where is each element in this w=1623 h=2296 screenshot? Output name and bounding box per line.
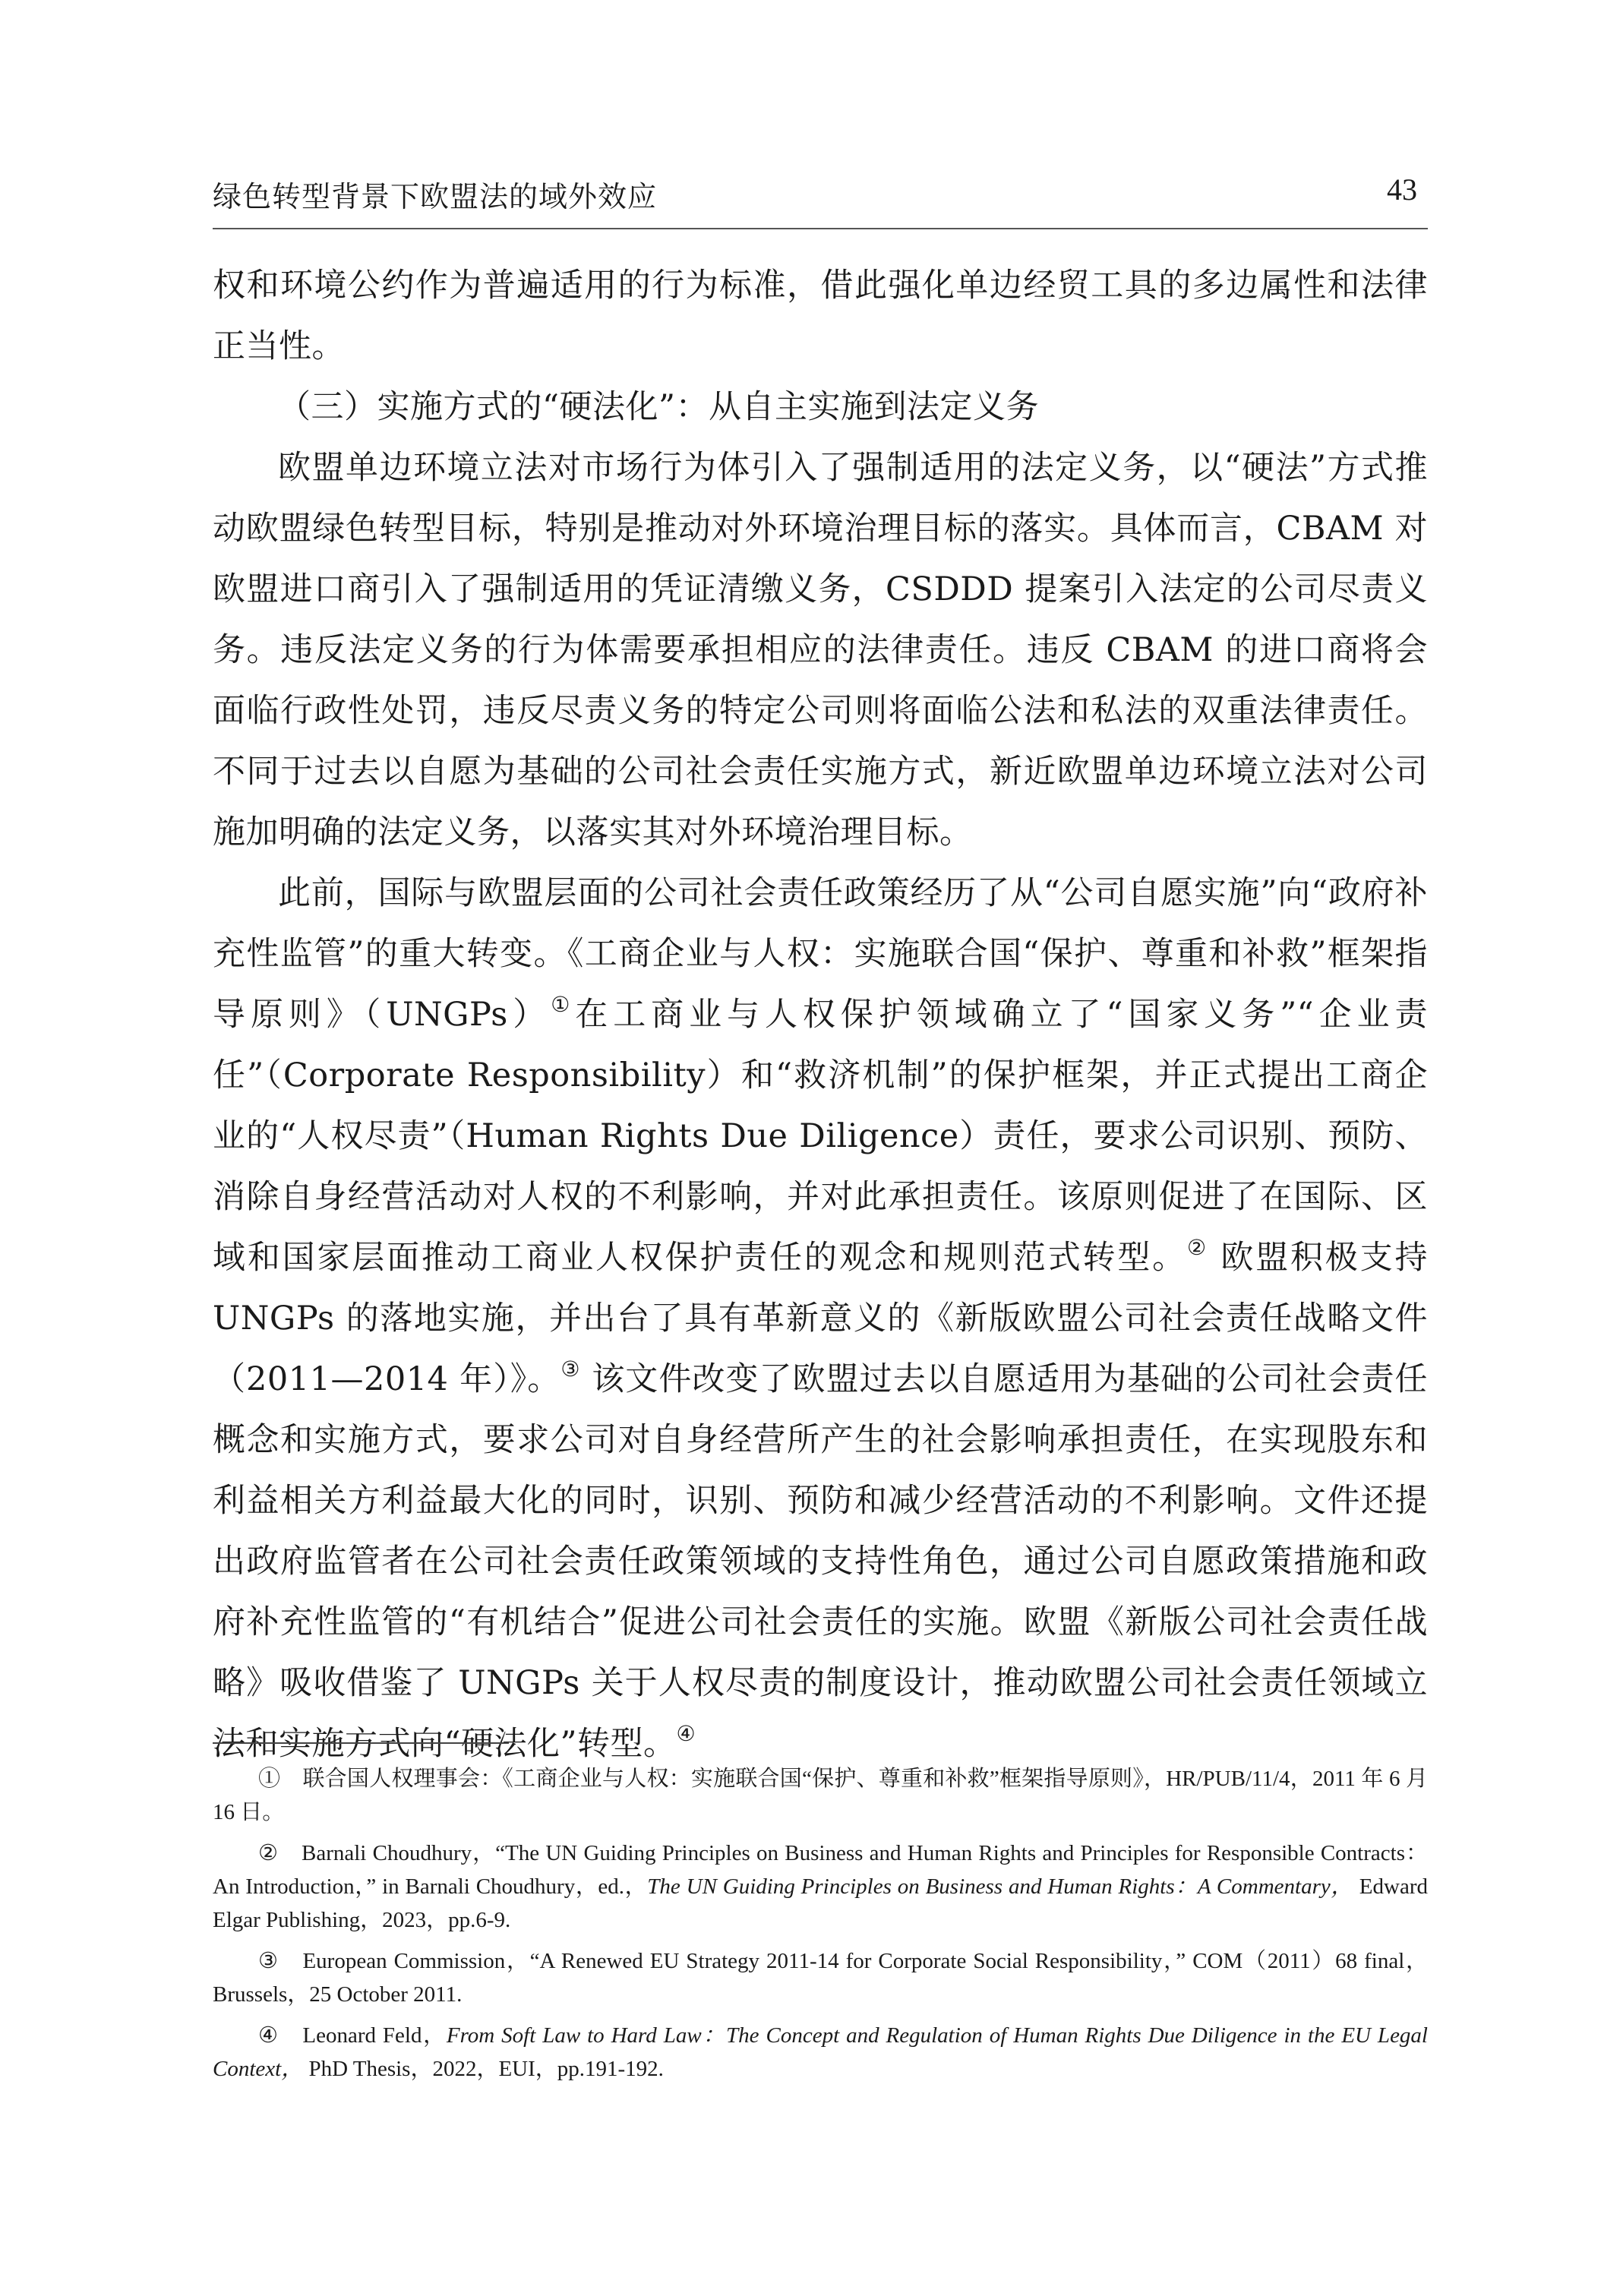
page-header [213, 169, 1428, 229]
footnote-ref-2[interactable]: ② [1186, 1235, 1208, 1260]
paragraph-hard-law-obligations: 欧盟单边环境立法对市场行为体引入了强制适用的法定义务，以“硬法”方式推动欧盟绿色转型目标，特别是推动对外环境治理目标的落实。具体而言，CBAM 对欧盟进口商引入了强制适用的凭证清缴义务，CSDDD 提案引入法定的公司尽责义务。违反法定义务的行为体需要承担相应的法律责任。违反 CBAM 的进口商将会面临行政性处罚，违反尽责义务的特定公司则将面临公法和私法的双重法律责任。不同于过去以自愿为基础的公司社会责任实施方式，新近欧盟单边环境立法对公司施加明确的法定义务，以落实其对外环境治理目标。 [213, 449, 1428, 851]
footnote-3: ③ European Commission，“A Renewed EU Strategy 2011-14 for Corporate Social Responsibility，” COM（2011）68 final，Brussels，25 October 2011. [213, 1949, 1428, 2007]
footnote-ref-1[interactable]: ① [551, 992, 576, 1017]
footnotes-section [213, 1762, 1428, 2093]
paragraph-text-segment: 欧盟积极支持 UNGPs 的落地实施，并出台了具有革新意义的《新版欧盟公司社会责任战略文件（2011—2014 年）》。 [213, 1239, 1429, 1398]
footnote-text-segment: ④ Leonard Feld， [258, 2023, 447, 2048]
footnote-text-segment: Edward Elgar Publishing，2023，pp.6-9. [213, 1874, 1428, 1932]
paragraph-text-segment: 在工商业与人权保护领域确立了“国家义务”“企业责任”（Corporate Responsibility）和“救济机制”的保护框架，并正式提出工商企业的“人权尽责”（Human Rights Due Diligence）责任，要求公司识别、预防、消除自身经营活动对人权的不利影响，并对此承担责任。该原则促进了在国际、区域和国家层面推动工商业人权保护责任的观念和规则范式转型。 [213, 996, 1429, 1277]
main-text [213, 255, 1428, 1774]
paragraph-continuation: 权和环境公约作为普遍适用的行为标准，借此强化单边经贸工具的多边属性和法律正当性。 [213, 267, 1428, 365]
footnote-text-segment: ② Barnali Choudhury，“The UN Guiding Principles on Business and Human Rights and Principles for Responsible Contracts：An Introduction，” in Barnali Choudhury，ed.， [213, 1841, 1428, 1899]
footnote-1: ① 联合国人权理事会：《工商企业与人权：实施联合国“保护、尊重和补救”框架指导原则》，HR/PUB/11/4，2011 年 6 月 16 日。 [213, 1767, 1428, 1824]
section-heading: （三）实施方式的“硬法化”：从自主实施到法定义务 [278, 388, 1039, 426]
footnote-text-segment: PhD Thesis，2022，EUI，pp.191-192. [303, 2057, 664, 2081]
footnote-4 [213, 2019, 1428, 2086]
running-title: 绿色转型背景下欧盟法的域外效应 [213, 180, 658, 213]
paragraph-text-segment: 此前，国际与欧盟层面的公司社会责任政策经历了从“公司自愿实施”向“政府补充性监管”的重大转变。《工商企业与人权：实施联合国“保护、尊重和补救”框架指导原则》（UNGPs） [213, 874, 1428, 1034]
footnote-2 [213, 1836, 1428, 1937]
footnote-ref-4[interactable]: ④ [676, 1721, 696, 1746]
page-number: 43 [1387, 172, 1417, 207]
footnote-divider [213, 1742, 509, 1744]
footnote-ref-3[interactable]: ③ [560, 1356, 581, 1382]
paragraph-csr-policy-shift [213, 863, 1428, 1774]
paragraph-text-segment: 该文件改变了欧盟过去以自愿适用为基础的公司社会责任概念和实施方式，要求公司对自身经营所产生的社会影响承担责任，在实现股东和利益相关方利益最大化的同时，识别、预防和减少经营活动的不利影响。文件还提出政府监管者在公司社会责任政策领域的支持性角色，通过公司自愿政策措施和政府补充性监管的“有机结合”促进公司社会责任的实施。欧盟《新版公司社会责任战略》吸收借鉴了 UNGPs 关于人权尽责的制度设计，推动欧盟公司社会责任领域立法和实施方式向“硬法化”转型。 [213, 1360, 1428, 1763]
footnote-book-title: The UN Guiding Principles on Business and Human Rights：A Commentary， [647, 1874, 1353, 1899]
footnote-thesis-title: From Soft Law to Hard Law：The Concept and Regulation of Human Rights Due Diligence in the EU Legal Context， [213, 2023, 1428, 2081]
